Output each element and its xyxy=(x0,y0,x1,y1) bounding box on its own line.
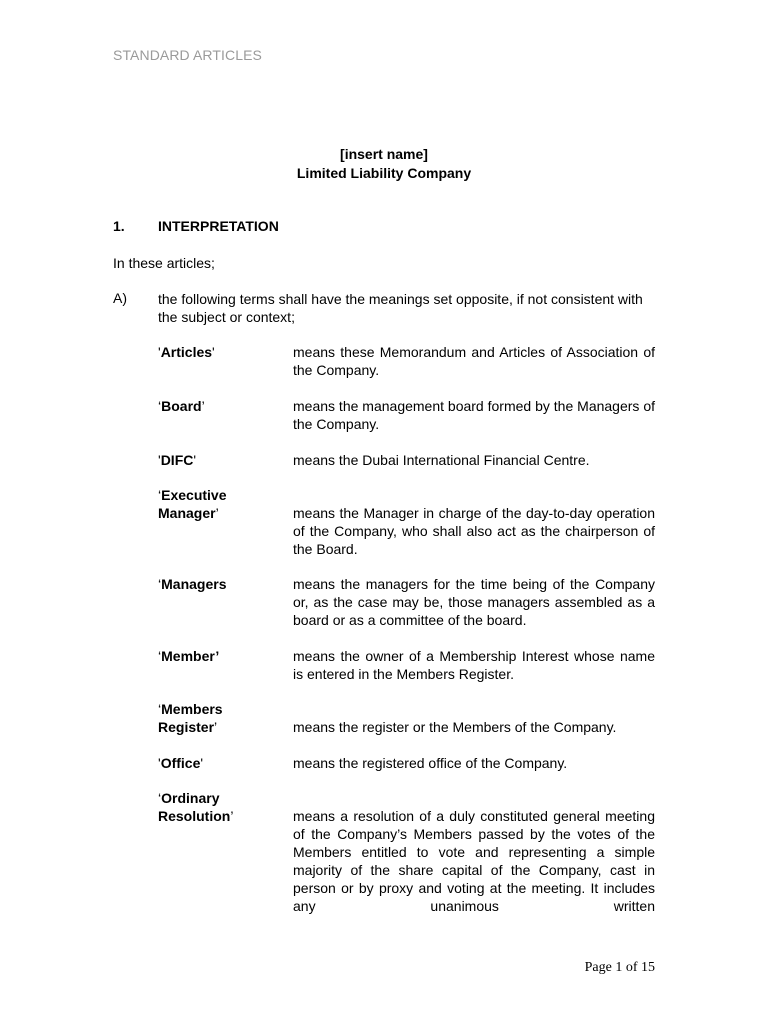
item-a-text: the following terms shall have the meanings set opposite, if not consistent with the subject or context; xyxy=(158,291,643,325)
definition-meaning: means a resolution of a duly constituted general meeting of the Company’s Members passed by the votes of the Members entitled to vote and representing a simple majority of the share capital of the Company, cast in person or by proxy and voting at the meeting. It includes any unanimous written xyxy=(293,808,655,914)
document-subtitle: Limited Liability Company xyxy=(296,165,472,181)
definition-term: 'Articles' xyxy=(158,344,215,360)
definition-term: ‘Member’ xyxy=(158,648,220,664)
definition-term: ‘Executive Manager’ xyxy=(158,487,227,521)
definition-term: ‘Ordinary Resolution’ xyxy=(158,790,234,824)
definition-term: ‘Managers xyxy=(158,576,227,592)
running-header: STANDARD ARTICLES xyxy=(113,47,262,63)
definition-term: 'Office' xyxy=(158,755,204,771)
definition-meaning: means the registered office of the Company. xyxy=(293,755,568,771)
definition-meaning: means the Dubai International Financial Centre. xyxy=(293,452,590,468)
section-title: INTERPRETATION xyxy=(158,218,279,234)
definition-meaning: means the owner of a Membership Interest whose name is entered in the Members Register. xyxy=(293,648,655,682)
definition-meaning: means the Manager in charge of the day-to-day operation of the Company, who shall also act as the chairperson of the Board. xyxy=(293,505,655,557)
intro-text: In these articles; xyxy=(113,255,215,271)
page-number: Page 1 of 15 xyxy=(584,960,655,975)
definition-meaning: means the managers for the time being of the Company or, as the case may be, those managers assembled as a board or as a committee of the board. xyxy=(293,576,655,628)
item-a-label: A) xyxy=(113,290,127,306)
definition-term: 'DIFC' xyxy=(158,452,197,468)
company-name-placeholder: [insert name] xyxy=(340,146,428,162)
definition-term: ‘Members Register’ xyxy=(158,701,223,735)
section-number: 1. xyxy=(113,218,125,234)
definition-meaning: means the management board formed by the Managers of the Company. xyxy=(293,398,655,432)
definition-meaning: means these Memorandum and Articles of Association of the Company. xyxy=(293,344,655,378)
definition-meaning: means the register or the Members of the Company. xyxy=(293,719,617,735)
definition-term: ‘Board’ xyxy=(158,398,205,414)
